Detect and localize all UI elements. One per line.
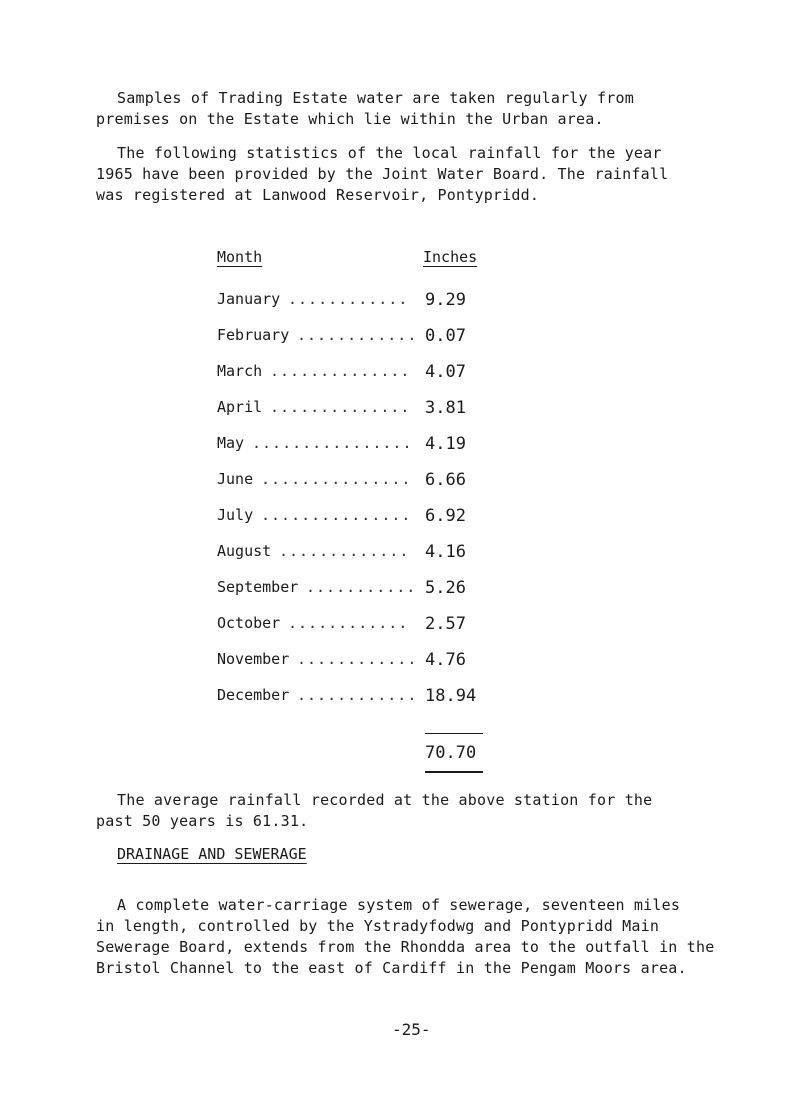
table-row [217,686,497,722]
table-row [217,326,497,362]
sewerage-line: Sewerage Board, extends from the Rhondda area to the outfall in the [96,938,715,956]
month-cell: December [217,686,290,704]
month-cell: October [217,614,281,632]
dot-leader: ............ [297,686,418,704]
month-cell: February [217,326,290,344]
inches-cell: 0.07 [425,326,466,346]
inches-cell: 5.26 [425,578,466,598]
total-underline [425,771,483,773]
intro-paragraph [0,88,800,130]
statistics-line: was registered at Lanwood Reservoir, Pontypridd. [96,186,540,204]
average-line: The average rainfall recorded at the above station for the [117,791,653,809]
table-row [217,542,497,578]
sewerage-line: in length, controlled by the Ystradyfodwg and Pontypridd Main [96,917,660,935]
inches-cell: 6.92 [425,506,466,526]
month-column-header: Month [217,248,263,266]
table-row [217,470,497,506]
month-cell: August [217,542,272,560]
table-row [217,506,497,542]
sewerage-line: Bristol Channel to the east of Cardiff in the Pengam Moors area. [96,959,687,977]
month-cell: September [217,578,299,596]
month-cell: March [217,362,263,380]
rainfall-total: 70.70 [425,743,477,763]
inches-cell: 4.19 [425,434,466,454]
table-row [217,578,497,614]
table-row [217,362,497,398]
dot-leader: ............... [261,506,412,524]
dot-leader: ................ [252,434,413,452]
table-row [217,650,497,686]
sewerage-paragraph [0,895,800,979]
dot-leader: .............. [270,398,411,416]
month-cell: June [217,470,254,488]
inches-cell: 9.29 [425,290,466,310]
month-cell: May [217,434,245,452]
inches-cell: 6.66 [425,470,466,490]
table-row [217,290,497,326]
table-row [217,398,497,434]
dot-leader: ............ [288,290,409,308]
intro-line: premises on the Estate which lie within the Urban area. [96,110,604,128]
inches-cell: 3.81 [425,398,466,418]
total-divider [425,733,483,734]
table-row [217,434,497,470]
inches-cell: 4.16 [425,542,466,562]
dot-leader: ............... [261,470,412,488]
inches-column-header: Inches [423,248,478,266]
section-heading: DRAINAGE AND SEWERAGE [117,845,307,863]
dot-leader: ........... [306,578,417,596]
inches-cell: 4.07 [425,362,466,382]
dot-leader: ............ [297,650,418,668]
dot-leader: ............. [279,542,410,560]
sewerage-line: A complete water-carriage system of sewerage, seventeen miles [117,896,681,914]
average-paragraph [0,790,800,832]
inches-cell: 2.57 [425,614,466,634]
month-cell: April [217,398,263,416]
rainfall-table [217,290,497,722]
inches-cell: 4.76 [425,650,466,670]
statistics-paragraph [0,143,800,206]
statistics-line: 1965 have been provided by the Joint Water Board. The rainfall [96,165,669,183]
inches-cell: 18.94 [425,686,477,706]
month-cell: November [217,650,290,668]
dot-leader: ............ [297,326,418,344]
statistics-line: The following statistics of the local rainfall for the year [117,144,662,162]
page-number: -25- [392,1020,431,1039]
intro-line: Samples of Trading Estate water are taken regularly from [117,89,634,107]
dot-leader: .............. [270,362,411,380]
average-line: past 50 years is 61.31. [96,812,309,830]
table-row [217,614,497,650]
month-cell: July [217,506,254,524]
dot-leader: ............ [288,614,409,632]
month-cell: January [217,290,281,308]
